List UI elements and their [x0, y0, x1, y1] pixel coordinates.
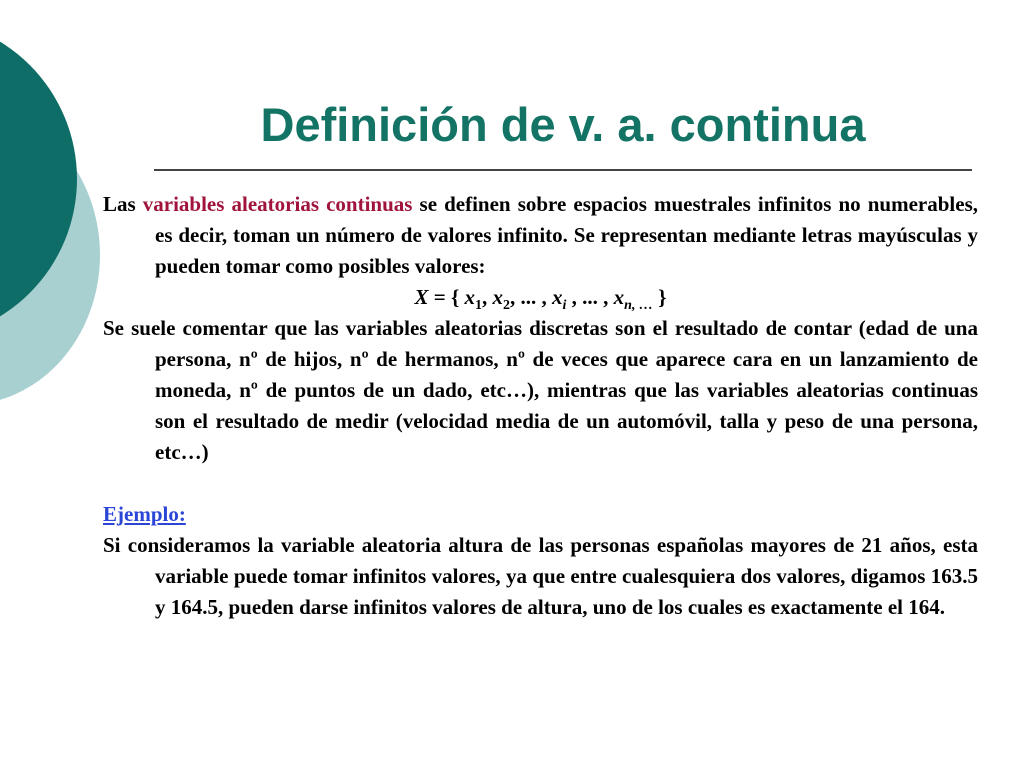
formula-sep-1: ,	[482, 285, 493, 309]
formula-open: = {	[428, 285, 465, 309]
formula-x1: x	[464, 285, 476, 309]
formula-sep-2: , ... ,	[510, 285, 553, 309]
definition-lead: Las	[103, 192, 143, 216]
formula-close: }	[652, 285, 667, 309]
spacer	[103, 468, 978, 499]
set-formula	[103, 282, 978, 313]
formula-xn: x	[613, 285, 625, 309]
formula-x2: x	[492, 285, 504, 309]
definition-rest: se definen sobre espacios muestrales infinitos no numerables, es decir, toman un número de valores infinito. Se representan mediante letras mayúsculas y pueden tomar como posibles valores:	[155, 192, 978, 278]
formula-sub-1: 1	[475, 298, 483, 314]
slide-title: Definición de v. a. continua	[260, 98, 866, 151]
highlighted-term: variables aleatorias continuas	[142, 192, 413, 216]
formula-sub-n: n, …	[624, 298, 653, 314]
example-paragraph: Si consideramos la variable aleatoria altura de las personas españolas mayores de 21 años, esta variable puede tomar infinitos valores, ya que entre cualesquiera dos valores, digamos 163.5 y 164.5, pueden darse infinitos valores de altura, uno de los cuales es exactamente el 164.	[103, 533, 978, 619]
formula-variable: X	[414, 285, 429, 309]
slide-body	[103, 189, 978, 623]
comparison-paragraph: Se suele comentar que las variables aleatorias discretas son el resultado de contar (edad de una persona, nº de hijos, nº de hermanos, nº de veces que aparece cara en un lanzamiento de moneda, nº de puntos de un dado, etc…), mientras que las variables aleatorias continuas son el resultado de medir (velocidad media de un automóvil, talla y peso de una persona, etc…)	[103, 316, 978, 464]
formula-sub-i: i	[562, 298, 567, 314]
definition-paragraph	[103, 189, 978, 282]
example-heading: Ejemplo:	[103, 502, 186, 526]
formula-sub-2: 2	[503, 298, 511, 314]
title-divider	[154, 169, 972, 171]
formula-sep-3: , ... ,	[566, 285, 614, 309]
formula-xi: x	[552, 285, 563, 309]
